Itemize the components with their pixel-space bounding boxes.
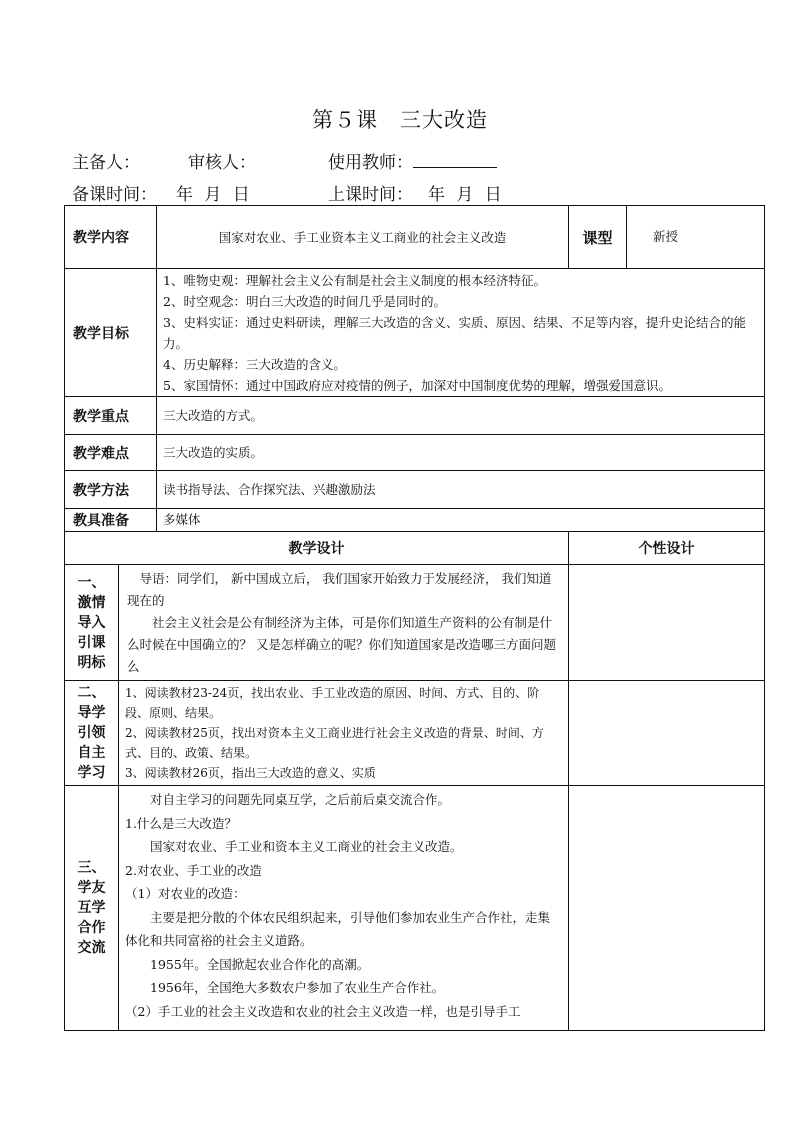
section-1-personal[interactable] [569, 565, 765, 681]
reviewer-label: 审核人： [188, 153, 256, 173]
class-time-value: 年 月 日 [428, 185, 502, 205]
goal-item: 3、史料实证：通过史料研读，理解三大改造的含义、实质、原因、结果、不足等内容，提升史论结合的能力。 [163, 314, 746, 351]
type-label: 课型 [569, 206, 627, 269]
section-2-personal[interactable] [569, 681, 765, 786]
section-3-label: 三、 学友 互学 合作 交流 [65, 786, 119, 1031]
tools-value: 多媒体 [157, 509, 765, 532]
tools-label: 教具准备 [65, 509, 157, 532]
row-content [65, 206, 765, 269]
goal-item: 5、家国情怀：通过中国政府应对疫情的例子，加深对中国制度优势的理解，增强爱国意识。 [163, 377, 671, 393]
section-3-line: （1）对农业的改造： [125, 886, 246, 901]
row-key [65, 397, 765, 435]
teacher-field[interactable] [328, 148, 497, 173]
row-section-2 [65, 681, 765, 786]
section-1-content [119, 565, 569, 681]
preparer-label: 主备人： [72, 153, 140, 173]
section-3-line: 2.对农业、手工业的改造 [125, 862, 262, 878]
method-label: 教学方法 [65, 471, 157, 509]
prep-time-value: 年 月 日 [176, 185, 250, 205]
teacher-label: 使用教师： [328, 153, 413, 173]
section-3-line: （2）手工业的社会主义改造和农业的社会主义改造一样，也是引导手工 [125, 1003, 521, 1019]
section-3-line: 对自主学习的问题先同桌互学，之后前后桌交流合作。 [150, 792, 451, 807]
section-2-line: 2、阅读教材25页，找出对资本主义工商业进行社会主义改造的背景、时间、方式、目的、政策、结果。 [125, 726, 544, 760]
section-1-label: 一、 激情 导入 引课 明标 [65, 565, 119, 681]
goals-list [157, 269, 765, 397]
goals-label: 教学目标 [65, 269, 157, 397]
goal-item: 1、唯物史观：理解社会主义公有制是社会主义制度的根本经济特征。 [163, 272, 546, 288]
section-3-content [119, 786, 569, 1031]
section-1-line: 社会主义社会是公有制经济为主体，可是你们知道生产资料的公有制是什么时候在中国确立的？ 又是怎样确立的呢？你们知道国家是改造哪三方面问题么 [127, 614, 556, 674]
goal-item: 4、历史解释：三大改造的含义。 [163, 356, 346, 372]
section-3-line: 1956年，全国绝大多数农户参加了农业生产合作社。 [150, 980, 445, 995]
prep-time-label: 备课时间： [72, 185, 157, 205]
key-value: 三大改造的方式。 [157, 397, 765, 435]
row-tools [65, 509, 765, 532]
section-2-label: 二、 导学 引领 自主 学习 [65, 681, 119, 786]
row-section-1 [65, 565, 765, 681]
row-difficult [65, 435, 765, 471]
row-section-3 [65, 786, 765, 1031]
class-time-label: 上课时间： [328, 185, 413, 205]
teacher-blank[interactable] [413, 151, 497, 168]
content-value: 国家对农业、手工业资本主义工商业的社会主义改造 [157, 206, 569, 269]
row-design-header [65, 532, 765, 565]
method-value: 读书指导法、合作探究法、兴趣激励法 [157, 471, 765, 509]
section-3-line: 1.什么是三大改造？ [125, 815, 237, 831]
section-3-line: 主要是把分散的个体农民组织起来，引导他们参加农业生产合作社，走集体化和共同富裕的社会主义道路。 [125, 909, 551, 948]
content-label: 教学内容 [65, 206, 157, 269]
difficult-label: 教学难点 [65, 435, 157, 471]
page-title: 第５课 三大改造 [312, 108, 488, 132]
section-2-content [119, 681, 569, 786]
section-3-personal[interactable] [569, 786, 765, 1031]
key-label: 教学重点 [65, 397, 157, 435]
personal-header: 个性设计 [569, 532, 765, 565]
design-header: 教学设计 [65, 532, 569, 565]
row-method [65, 471, 765, 509]
section-2-line: 3、阅读教材26页，指出三大改造的意义、实质 [125, 766, 376, 780]
section-3-line: 1955年。全国掀起农业合作化的高潮。 [150, 956, 370, 972]
type-value: 新授 [627, 206, 765, 269]
section-3-line: 国家对农业、手工业和资本主义工商业的社会主义改造。 [150, 839, 463, 854]
row-goals [65, 269, 765, 397]
lesson-plan-table [64, 205, 765, 1031]
difficult-value: 三大改造的实质。 [157, 435, 765, 471]
section-1-line: 导语：同学们， 新中国成立后， 我们国家开始致力于发展经济， 我们知道现在的 [127, 570, 552, 608]
goal-item: 2、时空观念：明白三大改造的时间几乎是同时的。 [163, 293, 446, 309]
section-2-line: 1、阅读教材23-24页，找出农业、手工业改造的原因、时间、方式、目的、阶段、原则、结果。 [125, 686, 540, 720]
